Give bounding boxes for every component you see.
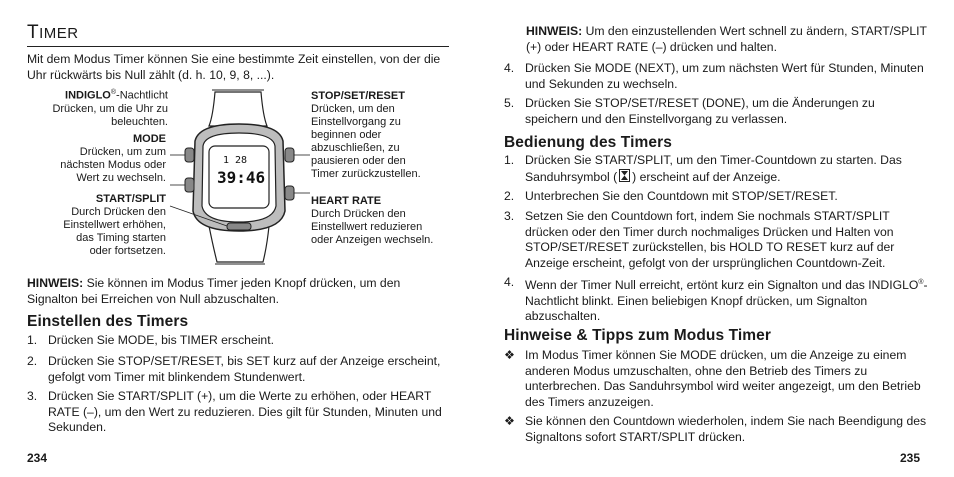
watch-display-line2: 39:46: [217, 168, 266, 187]
indiglo-button-icon: [185, 148, 194, 162]
start-split-button-icon: [227, 223, 251, 230]
page-number: 234: [27, 451, 48, 465]
mode-button-icon: [185, 178, 194, 192]
list-item: 4. Drücken Sie MODE (NEXT), um zum nächsten Wert für Stunden, Minuten und Sekunden zu wechseln.: [504, 61, 924, 91]
list-item: 2. Drücken Sie STOP/SET/RESET, bis SET kurz auf der Anzeige erscheint, gefolgt vom Timer mit blinkendem Stundenwert.: [27, 354, 441, 384]
note-paragraph: HINWEIS: Sie können im Modus Timer jeden Knopf drücken, um den Signalton bei Erreichen von Null abzuschalten.: [27, 276, 401, 306]
list-item: ❖ Sie können den Countdown wiederholen, indem Sie nach Beendigung des Signaltons sofort START/SPLIT drücken.: [504, 414, 927, 444]
list-item: 2. Unterbrechen Sie den Countdown mit STOP/SET/RESET.: [504, 189, 838, 203]
section-title-setting: Einstellen des Timers: [27, 313, 189, 330]
heart-rate-button-icon: [285, 186, 294, 200]
heart-rate-callout: HEART RATE Durch Drücken den Einstellwert reduzieren oder Anzeigen wechseln.: [311, 195, 434, 246]
diamond-bullet-icon: ❖: [504, 414, 515, 428]
list-item: 3. Setzen Sie den Countdown fort, indem Sie nochmals START/SPLIT drücken oder den Timer durch nochmaliges Drücken und Halten von STOP/SET/RESET zurückstellen, bis HOLD TO RESET kurz auf der Anzeige erscheint, gefolgt von der ursprünglichen Countdown-Zeit.: [504, 209, 895, 270]
mode-callout: MODE Drücken, um zum nächsten Modus oder Wert zu wechseln.: [60, 133, 166, 184]
section-title-tips: Hinweise & Tipps zum Modus Timer: [504, 327, 772, 344]
page-title: TIMER: [27, 22, 449, 47]
diamond-bullet-icon: ❖: [504, 348, 515, 362]
stop-set-reset-button-icon: [285, 148, 294, 162]
list-item: 4. Wenn der Timer Null erreicht, ertönt kurz ein Signalton und das INDIGLO®-Nachtlicht blinkt. Einen beliebigen Knopf drücken, um Signalton abzuschalten.: [504, 275, 928, 324]
list-item: 3. Drücken Sie START/SPLIT (+), um die Werte zu erhöhen, oder HEART RATE (–), um den Wert zu reduzieren. Dies gilt für Stunden, Minuten und Sekunden.: [27, 389, 442, 434]
stop-set-reset-callout: STOP/SET/RESET Drücken, um den Einstellvorgang zu beginnen oder abzuschließen, zu pausieren oder den Timer zurückzustellen.: [311, 90, 421, 180]
right-page: [477, 0, 954, 477]
list-item: 1. Drücken Sie MODE, bis TIMER erscheint.: [27, 333, 274, 347]
list-item: 5. Drücken Sie STOP/SET/RESET (DONE), um die Änderungen zu speichern und den Einstellvorgang zu verlassen.: [504, 96, 875, 126]
page-number: 235: [900, 451, 921, 465]
hourglass-icon: [619, 169, 630, 182]
section-title-operation: Bedienung des Timers: [504, 134, 672, 151]
watch-display-line1: 1 28: [223, 155, 248, 166]
note-paragraph: HINWEIS: Um den einzustellenden Wert schnell zu ändern, START/SPLIT (+) oder HEART RATE (–) drücken und halten.: [526, 24, 927, 54]
list-item: 1. Drücken Sie START/SPLIT, um den Timer-Countdown zu starten. Das Sanduhrsymbol ( ) erscheint auf der Anzeige.: [504, 153, 902, 184]
indiglo-callout: INDIGLO®-Nachtlicht Drücken, um die Uhr zu beleuchten.: [52, 89, 168, 128]
start-split-callout: START/SPLIT Durch Drücken den Einstellwert erhöhen, das Timing starten oder fortsetzen.: [63, 193, 166, 257]
watch-illustration: [165, 86, 315, 266]
list-item: ❖ Im Modus Timer können Sie MODE drücken, um die Anzeige zu einem anderen Modus umzuschalten, ohne den Betrieb des Timers zu unterbrechen. Das Sanduhrsymbol wird weiter angezeigt, um den Betrieb des Timers anzuzeigen.: [504, 348, 921, 409]
intro-paragraph: Mit dem Modus Timer können Sie eine bestimmte Zeit einstellen, von der die Uhr rückwärts bis Null zählt (d. h. 10, 9, 8, ...).: [27, 52, 441, 82]
